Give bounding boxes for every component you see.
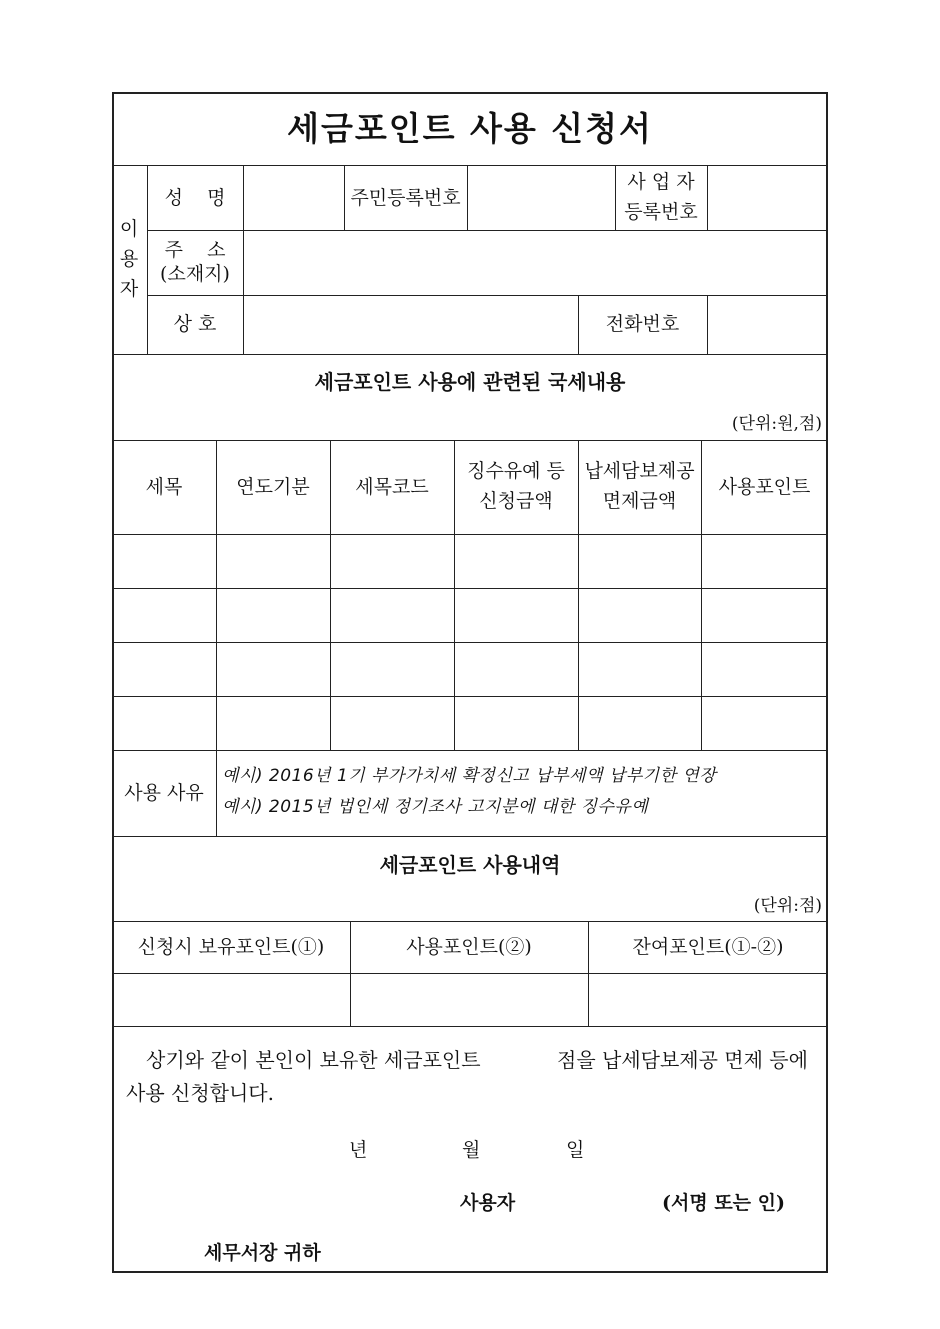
table-header-tax-code: 세목코드 xyxy=(355,476,429,498)
phone-field[interactable] xyxy=(709,297,826,352)
addressee: 세무서장 귀하 xyxy=(204,1242,321,1264)
address-label-2: (소재지) xyxy=(160,263,230,285)
divider xyxy=(112,1026,828,1027)
tax-section-heading: 세금포인트 사용에 관련된 국세내용 xyxy=(314,370,626,394)
divider xyxy=(112,642,828,643)
name-field[interactable] xyxy=(245,167,342,228)
usage-section-unit: (단위:점) xyxy=(753,896,822,916)
declaration-points-field[interactable] xyxy=(500,1048,552,1072)
reason-example-2[interactable]: 예시) 2015년 법인세 정기조사 고지분에 대한 징수유예 xyxy=(222,797,649,817)
divider xyxy=(112,354,828,355)
table-header-deferral-a: 징수유예 등 xyxy=(467,460,565,482)
divider xyxy=(707,295,708,354)
divider xyxy=(112,973,828,974)
table-row[interactable] xyxy=(114,698,826,749)
divider xyxy=(112,165,828,166)
divider xyxy=(147,295,828,296)
divider xyxy=(147,230,828,231)
table-header-collateral-a: 납세담보제공 xyxy=(584,460,695,482)
reason-example-1[interactable]: 예시) 2016년 1기 부가가치세 확정신고 납부세액 납부기한 연장 xyxy=(222,766,717,786)
table-header-tax-item: 세목 xyxy=(145,476,183,498)
usage-held-field[interactable] xyxy=(114,975,349,1025)
table-header-points-used: 사용포인트 xyxy=(718,476,811,498)
declaration-line-2: 사용 신청합니다. xyxy=(126,1081,274,1105)
table-row[interactable] xyxy=(114,644,826,695)
divider xyxy=(112,921,828,922)
date-year-label: 년 xyxy=(349,1139,368,1161)
user-section-label: 이 용 자 xyxy=(119,218,139,300)
usage-remaining-field[interactable] xyxy=(590,975,826,1025)
usage-section-heading: 세금포인트 사용내역 xyxy=(379,853,561,877)
biz-reg-field[interactable] xyxy=(709,167,826,228)
table-row[interactable] xyxy=(114,536,826,587)
table-header-collateral-b: 면제금액 xyxy=(602,490,677,512)
usage-header-remaining-points: 잔여포인트(①-②) xyxy=(632,936,784,958)
resident-no-label: 주민등록번호 xyxy=(350,187,461,209)
name-label: 성 명 xyxy=(164,187,226,209)
applicant-label: 사용자 xyxy=(460,1192,516,1214)
divider xyxy=(707,165,708,230)
table-header-deferral-b: 신청금액 xyxy=(479,490,553,512)
declaration-line-1b: 점을 납세담보제공 면제 등에 xyxy=(557,1048,808,1072)
resident-no-field[interactable] xyxy=(469,167,613,228)
usage-header-held-points: 신청시 보유포인트(①) xyxy=(137,936,325,958)
divider xyxy=(467,165,468,230)
signature-label[interactable]: (서명 또는 인) xyxy=(662,1192,785,1214)
biz-reg-label-1: 사 업 자 xyxy=(627,171,695,193)
date-month-label: 월 xyxy=(462,1139,481,1161)
reason-label: 사용 사유 xyxy=(124,782,204,804)
usage-used-field[interactable] xyxy=(352,975,587,1025)
table-row[interactable] xyxy=(114,590,826,641)
divider xyxy=(112,534,828,535)
declaration-line-1a: 상기와 같이 본인이 보유한 세금포인트 xyxy=(146,1048,481,1072)
address-label-1: 주 소 xyxy=(164,239,226,261)
divider xyxy=(112,588,828,589)
divider xyxy=(112,440,828,441)
tax-section-unit: (단위:원,점) xyxy=(731,414,822,434)
address-field[interactable] xyxy=(245,232,826,293)
trade-name-field[interactable] xyxy=(245,297,576,352)
biz-reg-label-2: 등록번호 xyxy=(624,201,698,223)
table-header-year: 연도기분 xyxy=(236,476,310,498)
divider xyxy=(243,165,244,354)
divider xyxy=(112,696,828,697)
trade-name-label: 상 호 xyxy=(173,313,217,335)
phone-label: 전화번호 xyxy=(605,313,680,335)
form-title: 세금포인트 사용 신청서 xyxy=(287,109,653,148)
divider xyxy=(112,836,828,837)
usage-header-used-points: 사용포인트(②) xyxy=(406,936,532,958)
divider xyxy=(112,750,828,751)
date-day-label: 일 xyxy=(566,1139,585,1161)
